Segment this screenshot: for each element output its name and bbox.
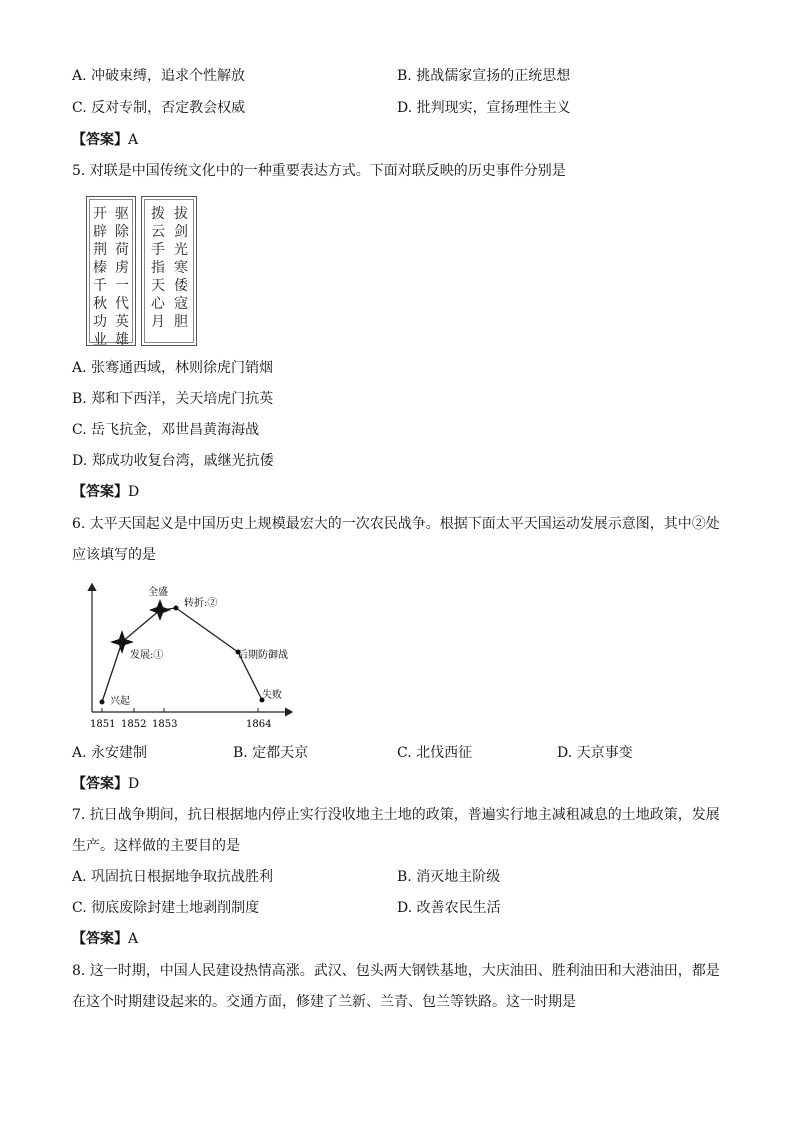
q8-stem-line-1: 8. 这一时期，中国人民建设热情高涨。武汉、包头两大钢铁基地，大庆油田、胜利油田和大港油田，都是 — [72, 963, 720, 979]
answer-value: A — [128, 132, 139, 148]
answer-label: 【答案】 — [72, 132, 128, 148]
tick-label-1851: 1851 — [90, 719, 116, 730]
couplet-left-box — [86, 196, 136, 346]
q6-answer — [72, 774, 139, 794]
q6-option-c: C. 北伐西征 — [397, 745, 473, 761]
answer-value: A — [128, 931, 139, 947]
answer-value: D — [128, 484, 140, 500]
point-rise — [100, 700, 105, 705]
q4-answer — [72, 130, 138, 150]
answer-label: 【答案】 — [72, 484, 128, 500]
q6-option-b: B. 定都天京 — [233, 745, 309, 761]
q7-stem-line-1: 7. 抗日战争期间，抗日根据地内停止实行没收地主土地的政策，普遍实行地主减租减息的土地政策，发展 — [72, 807, 720, 823]
q7-answer — [72, 929, 138, 949]
taiping-diagram — [80, 578, 300, 730]
q7-option-d: D. 改善农民生活 — [397, 900, 501, 916]
couplet-right-box — [141, 196, 197, 346]
q5-stem: 5. 对联是中国传统文化中的一种重要表达方式。下面对联反映的历史事件分别是 — [72, 163, 566, 179]
tick-label-1852: 1852 — [121, 719, 147, 730]
label-defense: 后期防御战 — [238, 650, 288, 661]
couplet-right-col-1: 拔 剑 光 寒 倭 寇 胆 — [174, 206, 188, 330]
q8-stem-line-2: 在这个时期建设起来的。交通方面，修建了兰新、兰青、包兰等铁路。这一时期是 — [72, 994, 576, 1010]
label-rise: 兴起 — [110, 696, 130, 707]
star-peak-icon — [149, 599, 171, 621]
q4-option-c: C. 反对专制，否定教会权威 — [72, 100, 246, 116]
q5-answer — [72, 482, 139, 502]
answer-label: 【答案】 — [72, 776, 128, 792]
couplet-right-col-2: 拨 云 手 指 天 心 月 — [151, 206, 165, 330]
q5-option-c: C. 岳飞抗金，邓世昌黄海海战 — [72, 422, 260, 438]
tick-label-1864: 1864 — [246, 719, 272, 730]
tick-label-1853: 1853 — [152, 719, 178, 730]
q7-stem-line-2: 生产。这样做的主要目的是 — [72, 838, 240, 854]
q7-option-a: A. 巩固抗日根据地争取抗战胜利 — [72, 869, 274, 885]
q7-option-b: B. 消灭地主阶级 — [397, 869, 501, 885]
couplet-left-col-2: 开 辟 荆 榛 千 秋 功 业 — [93, 206, 107, 348]
q6-option-d: D. 天京事变 — [557, 745, 633, 761]
q7-option-c: C. 彻底废除封建土地剥削制度 — [72, 900, 260, 916]
label-develop: 发展:① — [130, 650, 164, 661]
q4-option-d: D. 批判现实，宣扬理性主义 — [397, 100, 571, 116]
answer-value: D — [128, 776, 140, 792]
q4-option-a: A. 冲破束缚，追求个性解放 — [72, 68, 246, 84]
q4-option-b: B. 挑战儒家宣扬的正统思想 — [397, 68, 571, 84]
answer-label: 【答案】 — [72, 931, 128, 947]
q6-stem-line-1: 6. 太平天国起义是中国历史上规模最宏大的一次农民战争。根据下面太平天国运动发展示意图，其中②处 — [72, 516, 720, 532]
q6-option-a: A. 永安建制 — [72, 745, 148, 761]
couplet-left-col-1: 驱 除 荷 虏 一 代 英 雄 — [115, 206, 129, 348]
q5-option-a: A. 张骞通西域，林则徐虎门销烟 — [72, 360, 274, 376]
label-turn: 转折:② — [184, 598, 218, 609]
q6-stem-line-2: 应该填写的是 — [72, 547, 156, 563]
label-fail: 失败 — [262, 690, 282, 701]
q5-option-d: D. 郑成功收复台湾，戚继光抗倭 — [72, 453, 274, 469]
label-peak: 全盛 — [148, 587, 168, 598]
q5-option-b: B. 郑和下西洋，关天培虎门抗英 — [72, 391, 274, 407]
point-turn — [174, 606, 179, 611]
